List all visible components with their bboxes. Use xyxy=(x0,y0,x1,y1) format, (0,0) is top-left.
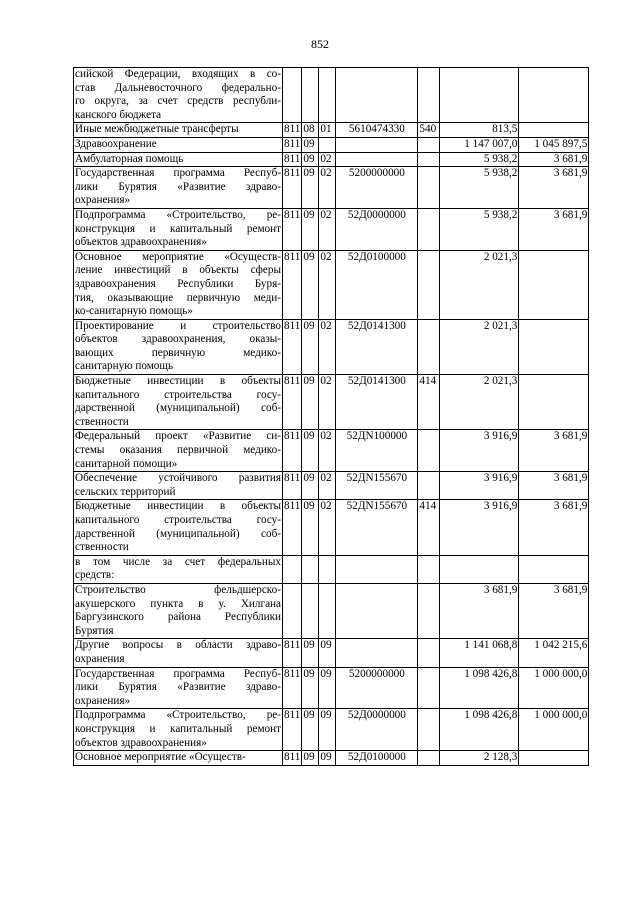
amount-year2-cell xyxy=(519,250,589,319)
amount-year1-cell: 5 938,2 xyxy=(440,208,519,250)
target-article-cell xyxy=(336,555,418,583)
expense-type-cell: 414 xyxy=(418,375,440,430)
expense-type-cell xyxy=(418,208,440,250)
admin-code-cell: 811 xyxy=(283,472,302,500)
table-row xyxy=(74,555,589,583)
section-code-cell: 09 xyxy=(302,709,319,751)
admin-code-cell: 811 xyxy=(283,500,302,555)
admin-code-cell: 811 xyxy=(283,709,302,751)
amount-year2-cell xyxy=(519,319,589,374)
table-row xyxy=(74,709,589,751)
row-name-cell: Другие вопросы в области здраво- охранения xyxy=(74,639,283,667)
table-row xyxy=(74,152,589,167)
target-article-cell: 52Д0100000 xyxy=(336,250,418,319)
amount-year2-cell: 3 681,9 xyxy=(519,472,589,500)
amount-year1-cell: 1 147 007,0 xyxy=(440,137,519,152)
target-article-cell: 52Д0141300 xyxy=(336,319,418,374)
amount-year1-cell: 3 916,9 xyxy=(440,500,519,555)
expense-type-cell: 414 xyxy=(418,500,440,555)
amount-year2-cell: 3 681,9 xyxy=(519,500,589,555)
table-row xyxy=(74,319,589,374)
admin-code-cell: 811 xyxy=(283,250,302,319)
section-code-cell: 09 xyxy=(302,751,319,766)
section-code-cell: 09 xyxy=(302,319,319,374)
admin-code-cell: 811 xyxy=(283,319,302,374)
amount-year1-cell: 1 098 426,8 xyxy=(440,667,519,709)
section-code-cell: 09 xyxy=(302,152,319,167)
admin-code-cell: 811 xyxy=(283,152,302,167)
section-code-cell: 09 xyxy=(302,137,319,152)
target-article-cell: 52ДN155670 xyxy=(336,472,418,500)
expense-type-cell xyxy=(418,167,440,209)
amount-year2-cell: 1 000 000,0 xyxy=(519,709,589,751)
amount-year1-cell xyxy=(440,68,519,123)
amount-year2-cell xyxy=(519,68,589,123)
target-article-cell: 52ДN155670 xyxy=(336,500,418,555)
section-code-cell xyxy=(302,583,319,638)
amount-year1-cell: 3 916,9 xyxy=(440,472,519,500)
expense-type-cell xyxy=(418,472,440,500)
amount-year1-cell: 2 128,3 xyxy=(440,751,519,766)
admin-code-cell: 811 xyxy=(283,639,302,667)
target-article-cell: 52Д0100000 xyxy=(336,751,418,766)
subsection-code-cell: 02 xyxy=(319,375,336,430)
amount-year1-cell xyxy=(440,555,519,583)
section-code-cell: 09 xyxy=(302,472,319,500)
subsection-code-cell: 02 xyxy=(319,430,336,472)
expense-type-cell xyxy=(418,319,440,374)
table-row xyxy=(74,472,589,500)
target-article-cell: 5610474330 xyxy=(336,123,418,138)
amount-year1-cell: 5 938,2 xyxy=(440,152,519,167)
row-name-cell: Строительство фельдшерско- акушерского пункта в у. Хилгана Баргузинского района Республики Бурятия xyxy=(74,583,283,638)
row-name-cell: Иные межбюджетные трансферты xyxy=(74,123,283,138)
expense-type-cell xyxy=(418,709,440,751)
amount-year2-cell: 3 681,9 xyxy=(519,167,589,209)
table-row xyxy=(74,208,589,250)
amount-year2-cell: 1 042 215,6 xyxy=(519,639,589,667)
expense-type-cell xyxy=(418,430,440,472)
amount-year1-cell: 2 021,3 xyxy=(440,375,519,430)
section-code-cell: 08 xyxy=(302,123,319,138)
section-code-cell xyxy=(302,555,319,583)
expense-type-cell xyxy=(418,667,440,709)
row-name-cell: Проектирование и строительство объектов здравоохранения, оказы- вающих первичную медико- санитарную помощь xyxy=(74,319,283,374)
admin-code-cell: 811 xyxy=(283,208,302,250)
table-row xyxy=(74,123,589,138)
subsection-code-cell: 02 xyxy=(319,152,336,167)
amount-year2-cell xyxy=(519,555,589,583)
section-code-cell: 09 xyxy=(302,639,319,667)
target-article-cell: 5200000000 xyxy=(336,167,418,209)
admin-code-cell xyxy=(283,583,302,638)
row-name-cell: Амбулаторная помощь xyxy=(74,152,283,167)
expense-type-cell xyxy=(418,751,440,766)
row-name-cell: сийской Федерации, входящих в со- став Дальневосточного федерально- го округа, за счет средств республи- канского бюджета xyxy=(74,68,283,123)
subsection-code-cell: 02 xyxy=(319,167,336,209)
amount-year2-cell: 3 681,9 xyxy=(519,583,589,638)
row-name-cell: Подпрограмма «Строительство, ре- конструкция и капитальный ремонт объектов здравоохранения» xyxy=(74,208,283,250)
subsection-code-cell xyxy=(319,68,336,123)
amount-year1-cell: 3 681,9 xyxy=(440,583,519,638)
subsection-code-cell: 02 xyxy=(319,250,336,319)
subsection-code-cell: 09 xyxy=(319,667,336,709)
amount-year2-cell: 3 681,9 xyxy=(519,208,589,250)
row-name-cell: Государственная программа Респуб- лики Бурятия «Развитие здраво- охранения» xyxy=(74,667,283,709)
amount-year2-cell xyxy=(519,123,589,138)
amount-year1-cell: 2 021,3 xyxy=(440,250,519,319)
target-article-cell xyxy=(336,68,418,123)
section-code-cell: 09 xyxy=(302,375,319,430)
target-article-cell xyxy=(336,639,418,667)
section-code-cell: 09 xyxy=(302,250,319,319)
expense-type-cell xyxy=(418,639,440,667)
target-article-cell: 52Д0000000 xyxy=(336,709,418,751)
table-row xyxy=(74,250,589,319)
amount-year2-cell: 1 000 000,0 xyxy=(519,667,589,709)
row-name-cell: Подпрограмма «Строительство, ре- конструкция и капитальный ремонт объектов здравоохранения» xyxy=(74,709,283,751)
amount-year1-cell: 2 021,3 xyxy=(440,319,519,374)
section-code-cell: 09 xyxy=(302,667,319,709)
row-name-cell: Обеспечение устойчивого развития сельских территорий xyxy=(74,472,283,500)
row-name-cell: Бюджетные инвестиции в объекты капитального строительства госу- дарственной (муниципальной) соб- ственности xyxy=(74,500,283,555)
target-article-cell: 5200000000 xyxy=(336,667,418,709)
row-name-cell: Государственная программа Респуб- лики Бурятия «Развитие здраво- охранения» xyxy=(74,167,283,209)
admin-code-cell: 811 xyxy=(283,430,302,472)
subsection-code-cell xyxy=(319,137,336,152)
amount-year2-cell: 3 681,9 xyxy=(519,430,589,472)
admin-code-cell: 811 xyxy=(283,137,302,152)
expense-type-cell xyxy=(418,68,440,123)
table-row xyxy=(74,430,589,472)
subsection-code-cell: 09 xyxy=(319,709,336,751)
admin-code-cell: 811 xyxy=(283,751,302,766)
amount-year1-cell: 5 938,2 xyxy=(440,167,519,209)
table-row xyxy=(74,751,589,766)
table-row xyxy=(74,500,589,555)
target-article-cell xyxy=(336,583,418,638)
section-code-cell: 09 xyxy=(302,430,319,472)
amount-year1-cell: 1 141 068,8 xyxy=(440,639,519,667)
subsection-code-cell: 02 xyxy=(319,208,336,250)
section-code-cell: 09 xyxy=(302,167,319,209)
amount-year1-cell: 3 916,9 xyxy=(440,430,519,472)
subsection-code-cell: 09 xyxy=(319,639,336,667)
subsection-code-cell: 02 xyxy=(319,319,336,374)
admin-code-cell xyxy=(283,68,302,123)
table-row xyxy=(74,137,589,152)
subsection-code-cell xyxy=(319,583,336,638)
admin-code-cell: 811 xyxy=(283,667,302,709)
target-article-cell: 52ДN100000 xyxy=(336,430,418,472)
amount-year2-cell xyxy=(519,751,589,766)
subsection-code-cell: 02 xyxy=(319,472,336,500)
target-article-cell: 52Д0141300 xyxy=(336,375,418,430)
budget-table xyxy=(73,67,589,766)
table-row xyxy=(74,375,589,430)
amount-year2-cell: 3 681,9 xyxy=(519,152,589,167)
subsection-code-cell xyxy=(319,555,336,583)
table-row xyxy=(74,68,589,123)
row-name-cell: Бюджетные инвестиции в объекты капитального строительства госу- дарственной (муниципальной) соб- ственности xyxy=(74,375,283,430)
expense-type-cell: 540 xyxy=(418,123,440,138)
row-name-cell: в том числе за счет федеральных средств: xyxy=(74,555,283,583)
section-code-cell: 09 xyxy=(302,208,319,250)
section-code-cell: 09 xyxy=(302,500,319,555)
subsection-code-cell: 02 xyxy=(319,500,336,555)
table-row xyxy=(74,639,589,667)
amount-year2-cell: 1 045 897,5 xyxy=(519,137,589,152)
table-row xyxy=(74,667,589,709)
row-name-cell: Федеральный проект «Развитие си- стемы оказания первичной медико- санитарной помощи» xyxy=(74,430,283,472)
admin-code-cell: 811 xyxy=(283,167,302,209)
page-number: 852 xyxy=(311,37,329,51)
amount-year2-cell xyxy=(519,375,589,430)
target-article-cell: 52Д0000000 xyxy=(336,208,418,250)
expense-type-cell xyxy=(418,152,440,167)
admin-code-cell: 811 xyxy=(283,123,302,138)
expense-type-cell xyxy=(418,555,440,583)
section-code-cell xyxy=(302,68,319,123)
subsection-code-cell: 09 xyxy=(319,751,336,766)
table-row xyxy=(74,583,589,638)
row-name-cell: Основное мероприятие «Осуществ- xyxy=(74,751,283,766)
target-article-cell xyxy=(336,152,418,167)
admin-code-cell xyxy=(283,555,302,583)
table-row xyxy=(74,167,589,209)
target-article-cell xyxy=(336,137,418,152)
expense-type-cell xyxy=(418,250,440,319)
expense-type-cell xyxy=(418,137,440,152)
admin-code-cell: 811 xyxy=(283,375,302,430)
amount-year1-cell: 813,5 xyxy=(440,123,519,138)
subsection-code-cell: 01 xyxy=(319,123,336,138)
expense-type-cell xyxy=(418,583,440,638)
row-name-cell: Основное мероприятие «Осуществ- ление инвестиций в объекты сферы здравоохранения Республики Буря- тия, оказывающие первичную меди- ко-санитарную помощь» xyxy=(74,250,283,319)
row-name-cell: Здравоохранение xyxy=(74,137,283,152)
amount-year1-cell: 1 098 426,8 xyxy=(440,709,519,751)
